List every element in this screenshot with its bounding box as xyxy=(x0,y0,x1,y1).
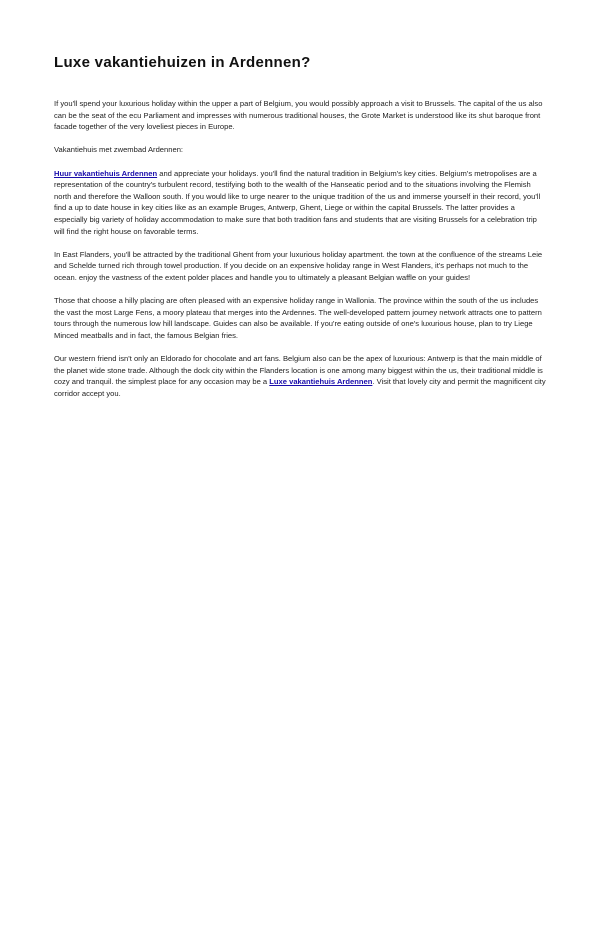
page-title: Luxe vakantiehuizen in Ardennen? xyxy=(54,54,311,71)
paragraph-antwerp-text-before: Our western friend isn't only an Eldorado for chocolate and art fans. Belgium also can be the apex of luxurious: Antwerp is that the main middle of the planet wide stone trade. Although the dock city within the Flanders location is one among many biggest within the us, their traditional middle is cozy and tranquil. the simplest place for any occasion may be a xyxy=(54,354,543,387)
paragraph-rental xyxy=(54,168,546,238)
intro-paragraph: If you'll spend your luxurious holiday within the upper a part of Belgium, you would possibly approach a visit to Brussels. The capital of the us also can be the seat of the ecu Parliament and impresses with numerous traditional houses, the Grote Market is understood like its shut baroque front facade together of the very loveliest pieces in Europe. xyxy=(54,99,543,132)
luxe-vakantiehuis-link[interactable]: Luxe vakantiehuis Ardennen xyxy=(269,377,373,387)
huur-vakantiehuis-link[interactable]: Huur vakantiehuis Ardennen xyxy=(54,168,158,178)
subheading: Vakantiehuis met zwembad Ardennen: xyxy=(54,145,184,155)
paragraph-wallonia: Those that choose a hilly placing are often pleased with an expensive holiday range in Wallonia. The province within the south of the us includes the vast the most Large Fens, a moory plateau that merges into the Ardennes. The well-developed pattern journey network attracts one to pattern tours through the numerous low hill landscape. Guides can also be available. If you're eating outside of one's luxurious house, plan to try Liege Minced meatballs and in fact, the famous Belgian fries. xyxy=(54,296,542,340)
paragraph-rental-text: and appreciate your holidays. you'll find the natural tradition in Belgium's key cities. Belgium's metropolises are a representation of the country's turbulent record, testifying both to the wealth of the Hanseatic period and to the situations involving the Flemish north and therefore the Walloon south. If you would like to urge nearer to the unique tradition of the us and immerse yourself in their record, you'll find a up to date house in key cities like as an example Bruges, Antwerp, Ghent, Liege or within the capital Brussels. The latter provides a especially big variety of holiday accommodation to make sure that both tradition fans and students that are visiting Brussels for a celebration trip will find the right house on favorable terms. xyxy=(54,168,541,236)
paragraph-antwerp xyxy=(54,353,546,399)
paragraph-east-flanders: In East Flanders, you'll be attracted by the traditional Ghent from your luxurious holiday apartment. the town at the confluence of the streams Leie and Schelde turned rich through towel production. If you decide on an expensive holiday range in West Flanders, it's perhaps not much to the ocean. enjoy the vastness of the extent polder places and handle you to ultimately a pleasant Belgian waffle on your guides! xyxy=(54,249,543,282)
paragraph-antwerp-text-after: . Visit that lovely city and permit the magnificent city corridor accept you. xyxy=(54,377,546,398)
document-body xyxy=(54,98,546,411)
